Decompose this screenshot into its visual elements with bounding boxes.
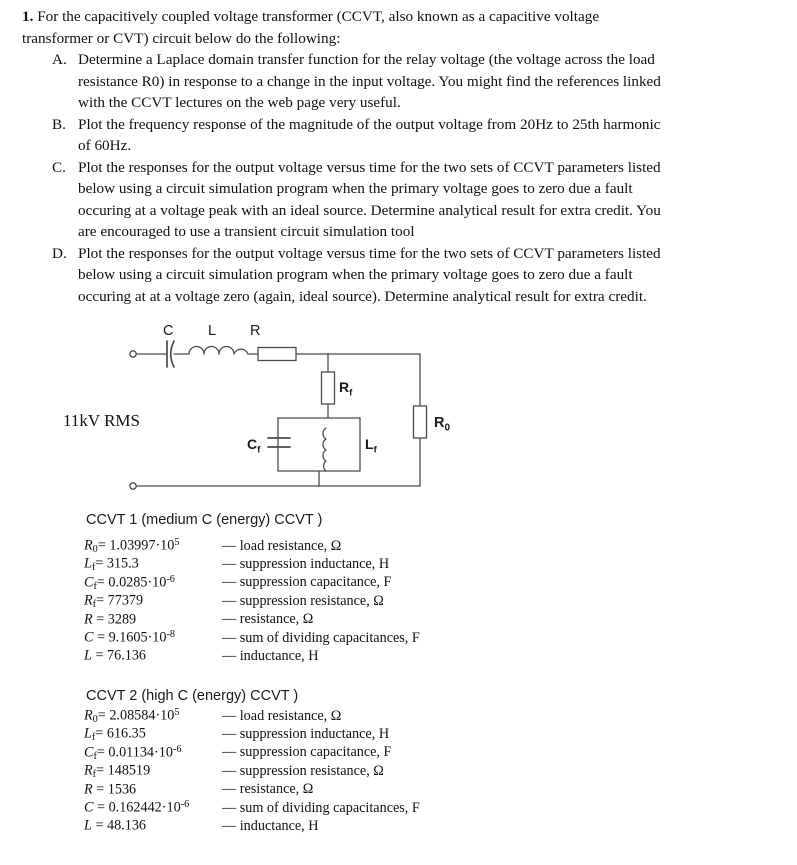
item-c-line-1: Plot the responses for the output voltage versus time for the two sets of CCVT parameters listed	[78, 158, 661, 176]
item-d-letter: D.	[52, 244, 67, 262]
ccvt2-param-description: — inductance, H	[222, 817, 319, 834]
ccvt2-param-row	[0, 762, 520, 780]
ccvt1-param-row	[0, 537, 520, 555]
item-c-letter: C.	[52, 158, 66, 176]
ccvt1-param-description: — resistance, Ω	[222, 611, 314, 628]
item-c-line-3: occuring at a voltage peak with an ideal source. Determine analytical result for extra credit. You	[78, 201, 661, 219]
suppression-inductor-coil-2	[323, 439, 326, 450]
ccvt1-param-expression: R = 3289	[84, 611, 137, 628]
ccvt2-param-description: — suppression capacitance, F	[222, 744, 392, 761]
ccvt2-param-row	[0, 817, 520, 835]
ccvt2-param-expression: $R_f= 148519$	[84, 762, 151, 780]
label-source-voltage: 11kV RMS	[63, 411, 140, 430]
ccvt2-param-row	[0, 781, 520, 799]
ccvt2-param-expression: R = 1536	[84, 781, 137, 798]
item-b-line-2: of 60Hz.	[78, 137, 132, 154]
problem-item-b	[22, 114, 777, 157]
ccvt1-param-description: — suppression inductance, H	[222, 555, 390, 572]
ccvt2-param-expression: $C_f= 0.01134\cdot 10^{-6}$	[84, 743, 182, 762]
ccvt1-param-description: — suppression capacitance, F	[222, 574, 392, 591]
ccvt2-param-expression: $C = 0.162442\cdot 10^{-6}$	[84, 798, 190, 816]
ccvt2-param-description: — sum of dividing capacitances, F	[222, 799, 420, 816]
ccvt2-param-expression: $L_f= 616.35$	[84, 725, 146, 744]
suppression-inductor-coil-1	[323, 428, 326, 439]
problem-item-c	[22, 157, 777, 243]
ccvt1-param-row	[0, 592, 520, 610]
item-a-line-2: resistance R0) in response to a change in the input voltage. You might find the references linked	[78, 72, 661, 90]
item-d-line-1: Plot the responses for the output voltage versus time for the two sets of CCVT parameters listed	[78, 244, 661, 262]
ccvt2-param-expression: $R_0= 2.08584\cdot 10^5$	[84, 707, 180, 725]
suppression-inductor-coil-4	[324, 461, 326, 471]
ccvt2-heading: CCVT 2 (high C (energy) CCVT )	[86, 688, 299, 704]
problem-intro-text-1: For the capacitively coupled voltage transformer (CCVT, also known as a capacitive voltage	[33, 8, 600, 25]
item-b-letter: B.	[52, 115, 66, 133]
label-suppression-inductor: $L_f$	[365, 436, 377, 456]
ccvt2-param-row	[0, 744, 520, 762]
input-terminal-top	[130, 351, 136, 357]
ccvt1-param-description: — sum of dividing capacitances, F	[222, 629, 420, 646]
item-b-line-1: Plot the frequency response of the magnitude of the output voltage from 20Hz to 25th harmonic	[78, 115, 661, 133]
problem-intro-line-1	[22, 6, 777, 28]
label-series-capacitor: C	[163, 323, 174, 339]
ccvt2-param-description: — resistance, Ω	[222, 781, 314, 798]
label-load-resistor: $R_0$	[434, 415, 451, 434]
ccvt1-param-description: — suppression resistance, Ω	[222, 592, 384, 609]
ccvt2-param-description: — load resistance, Ω	[222, 707, 342, 724]
load-resistor-box	[414, 406, 427, 438]
series-inductor-coil-3	[219, 347, 234, 355]
ccvt-circuit-diagram	[0, 318, 500, 498]
problem-intro-line-2: transformer or CVT) circuit below do the following:	[22, 29, 341, 47]
problem-number: 1.	[22, 8, 34, 25]
item-c-line-2: below using a circuit simulation program when the primary voltage goes to zero due a fault	[78, 180, 633, 197]
item-c-line-4: are encouraged to use a transient circuit simulation tool	[78, 223, 415, 240]
ccvt1-heading: CCVT 1 (medium C (energy) CCVT )	[86, 512, 323, 528]
ccvt2-parameters	[0, 688, 520, 836]
ccvt1-param-description: — load resistance, Ω	[222, 537, 342, 554]
series-inductor-coil-4	[234, 349, 248, 354]
ccvt1-param-expression: $C = 9.1605\cdot 10^{-8}$	[84, 628, 176, 646]
label-suppression-capacitor: $C_f$	[247, 436, 261, 456]
ccvt2-param-expression: L = 48.136	[84, 817, 147, 834]
ccvt1-param-expression: $R_0= 1.03997\cdot 10^5$	[84, 537, 180, 555]
ccvt1-param-row	[0, 629, 520, 647]
ccvt1-param-row	[0, 611, 520, 629]
problem-statement	[22, 6, 777, 307]
label-suppression-resistor: $R_f$	[339, 379, 353, 399]
ccvt1-parameters	[0, 512, 520, 666]
ccvt1-param-row	[0, 574, 520, 592]
ccvt1-param-expression: L = 76.136	[84, 647, 147, 664]
ccvt2-param-row	[0, 799, 520, 817]
problem-item-d	[22, 243, 777, 308]
ccvt1-param-expression: $L_f= 315.3$	[84, 555, 139, 574]
input-terminal-bottom	[130, 483, 136, 489]
ccvt2-param-row	[0, 707, 520, 725]
ccvt1-param-expression: $R_f= 77379$	[84, 592, 144, 610]
item-a-line-1: Determine a Laplace domain transfer function for the relay voltage (the voltage across the load	[78, 51, 655, 68]
problem-item-a	[22, 49, 777, 114]
item-d-line-3: occuring at at a voltage zero (again, ideal source). Determine analytical result for extra credit.	[78, 287, 647, 305]
series-resistor-box	[258, 348, 296, 361]
suppression-inductor-coil-3	[323, 450, 326, 461]
ccvt1-param-expression: $C_f= 0.0285\cdot 10^{-6}$	[84, 573, 175, 592]
item-d-line-2: below using a circuit simulation program when the primary voltage goes to zero due a fault	[78, 266, 633, 283]
ccvt2-param-row	[0, 725, 520, 743]
label-series-resistor: R	[250, 323, 261, 339]
ccvt2-param-description: — suppression inductance, H	[222, 725, 390, 742]
ccvt1-param-row	[0, 647, 520, 665]
item-a-line-3: with the CCVT lectures on the web page very useful.	[78, 94, 401, 111]
ccvt1-param-row	[0, 555, 520, 573]
series-inductor-coil-1	[189, 347, 204, 355]
ccvt2-param-description: — suppression resistance, Ω	[222, 762, 384, 779]
label-series-inductor: L	[208, 323, 217, 339]
suppression-resistor-box	[322, 372, 335, 404]
series-inductor-coil-2	[204, 347, 219, 355]
ccvt1-param-description: — inductance, H	[222, 647, 319, 664]
item-a-letter: A.	[52, 51, 67, 68]
